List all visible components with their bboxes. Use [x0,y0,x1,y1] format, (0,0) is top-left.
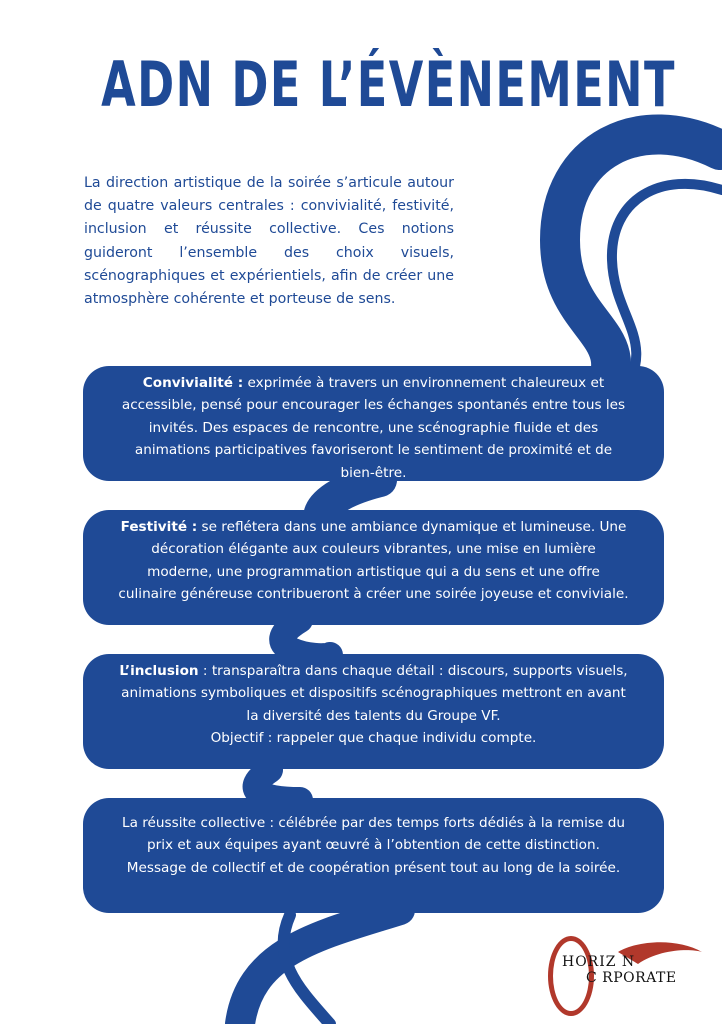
card-text: exprimée à travers un environnement chaleureux et accessible, pensé pour encourager les échanges spontanés entre tous les invités. Des espaces de rencontre, une scénographie fluide et des animations participatives favoriseront le sentiment de proximité et de bien-être. [121,375,626,481]
logo-line-2: C RPORATE [586,970,677,986]
card-label: Convivialité : [142,375,244,391]
card-objective: Objectif : rappeler que chaque individu compte. [210,730,537,747]
value-card-inclusion [83,654,664,769]
value-card-festivite [83,510,664,625]
page-title: ADN DE L’ÉVÈNEMENT [101,48,676,121]
logo-line-1: HORIZ N [562,954,636,970]
value-card-convivialite [83,366,664,481]
value-card-reussite-collective [83,798,664,913]
card-text: : transparaîtra dans chaque détail : discours, supports visuels, animations symboliques et dispositifs scénographiques mettront en avant la diversité des talents du Groupe VF. [121,663,628,724]
horizon-corporate-logo [548,936,708,1016]
card-label: L’inclusion [119,663,199,679]
card-text: La réussite collective : célébrée par des temps forts dédiés à la remise du prix et aux équipes ayant œuvré à l’obtention de cette distinction. Message de collectif et de coopération présent tout au long de la soirée. [122,815,625,876]
card-label: Festivité : [120,519,198,535]
card-text: se reflétera dans une ambiance dynamique et lumineuse. Une décoration élégante aux couleurs vibrantes, une mise en lumière moderne, une programmation artistique qui a du sens et une offre culinaire généreuse contribueront à créer une soirée joyeuse et conviviale. [118,519,629,603]
intro-paragraph: La direction artistique de la soirée s’articule autour de quatre valeurs centrales : convivialité, festivité, inclusion et réussite collective. Ces notions guideront l’ensemble des choix visuels, scénographiques et expérientiels, afin de créer une atmosphère cohérente et porteuse de sens. [84,175,454,308]
